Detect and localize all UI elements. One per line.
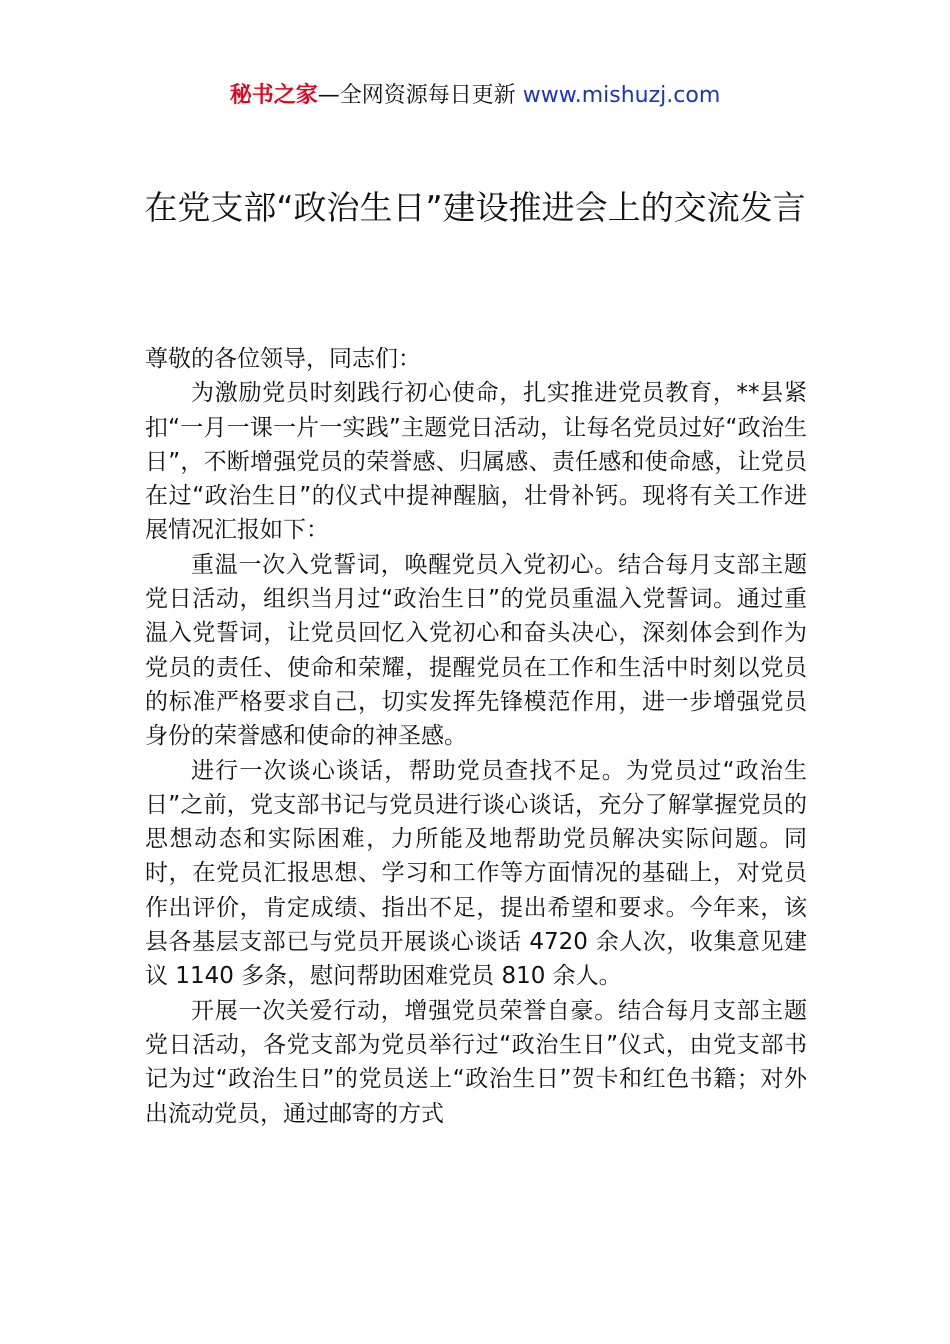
site-header bbox=[0, 80, 950, 112]
paragraph-intro: 为激励党员时刻践行初心使命，扎实推进党员教育，**县紧扣“一月一课一片一实践”主题党日活动，让每名党员过好“政治生日”，不断增强党员的荣誉感、归属感、责任感和使命感，让党员在过“政治生日”的仪式中提神醒脑，壮骨补钙。现将有关工作进展情况汇报如下： bbox=[145, 380, 807, 544]
document-title: 在党支部“政治生日”建设推进会上的交流发言 bbox=[144, 188, 806, 227]
document-body bbox=[145, 342, 807, 1131]
salutation: 尊敬的各位领导，同志们： bbox=[145, 346, 421, 372]
site-url-link[interactable]: www.mishuzj.com bbox=[522, 83, 721, 108]
paragraph-care: 开展一次关爱行动，增强党员荣誉自豪。结合每月支部主题党日活动，各党支部为党员举行过“政治生日”仪式，由党支部书记为过“政治生日”的党员送上“政治生日”贺卡和红色书籍；对外出流动党员，通过邮寄的方式 bbox=[145, 997, 807, 1127]
paragraph-talk: 进行一次谈心谈话，帮助党员查找不足。为党员过“政治生日”之前，党支部书记与党员进行谈心谈话，充分了解掌握党员的思想动态和实际困难，力所能及地帮助党员解决实际问题。同时，在党员汇报思想、学习和工作等方面情况的基础上，对党员作出评价，肯定成绩、指出不足，提出希望和要求。今年来，该县各基层支部已与党员开展谈心谈话 4720 余人次，收集意见建议 1140 多条，慰问帮助困难党员 810 余人。 bbox=[145, 757, 807, 990]
site-tagline: —全网资源每日更新 bbox=[317, 83, 523, 108]
site-brand: 秘书之家 bbox=[229, 83, 318, 108]
paragraph-oath: 重温一次入党誓词，唤醒党员入党初心。结合每月支部主题党日活动，组织当月过“政治生日”的党员重温入党誓词。通过重温入党誓词，让党员回忆入党初心和奋头决心，深刻体会到作为党员的责任、使命和荣耀，提醒党员在工作和生活中时刻以党员的标准严格要求自己，切实发挥先锋模范作用，进一步增强党员身份的荣誉感和使命的神圣感。 bbox=[145, 551, 807, 750]
